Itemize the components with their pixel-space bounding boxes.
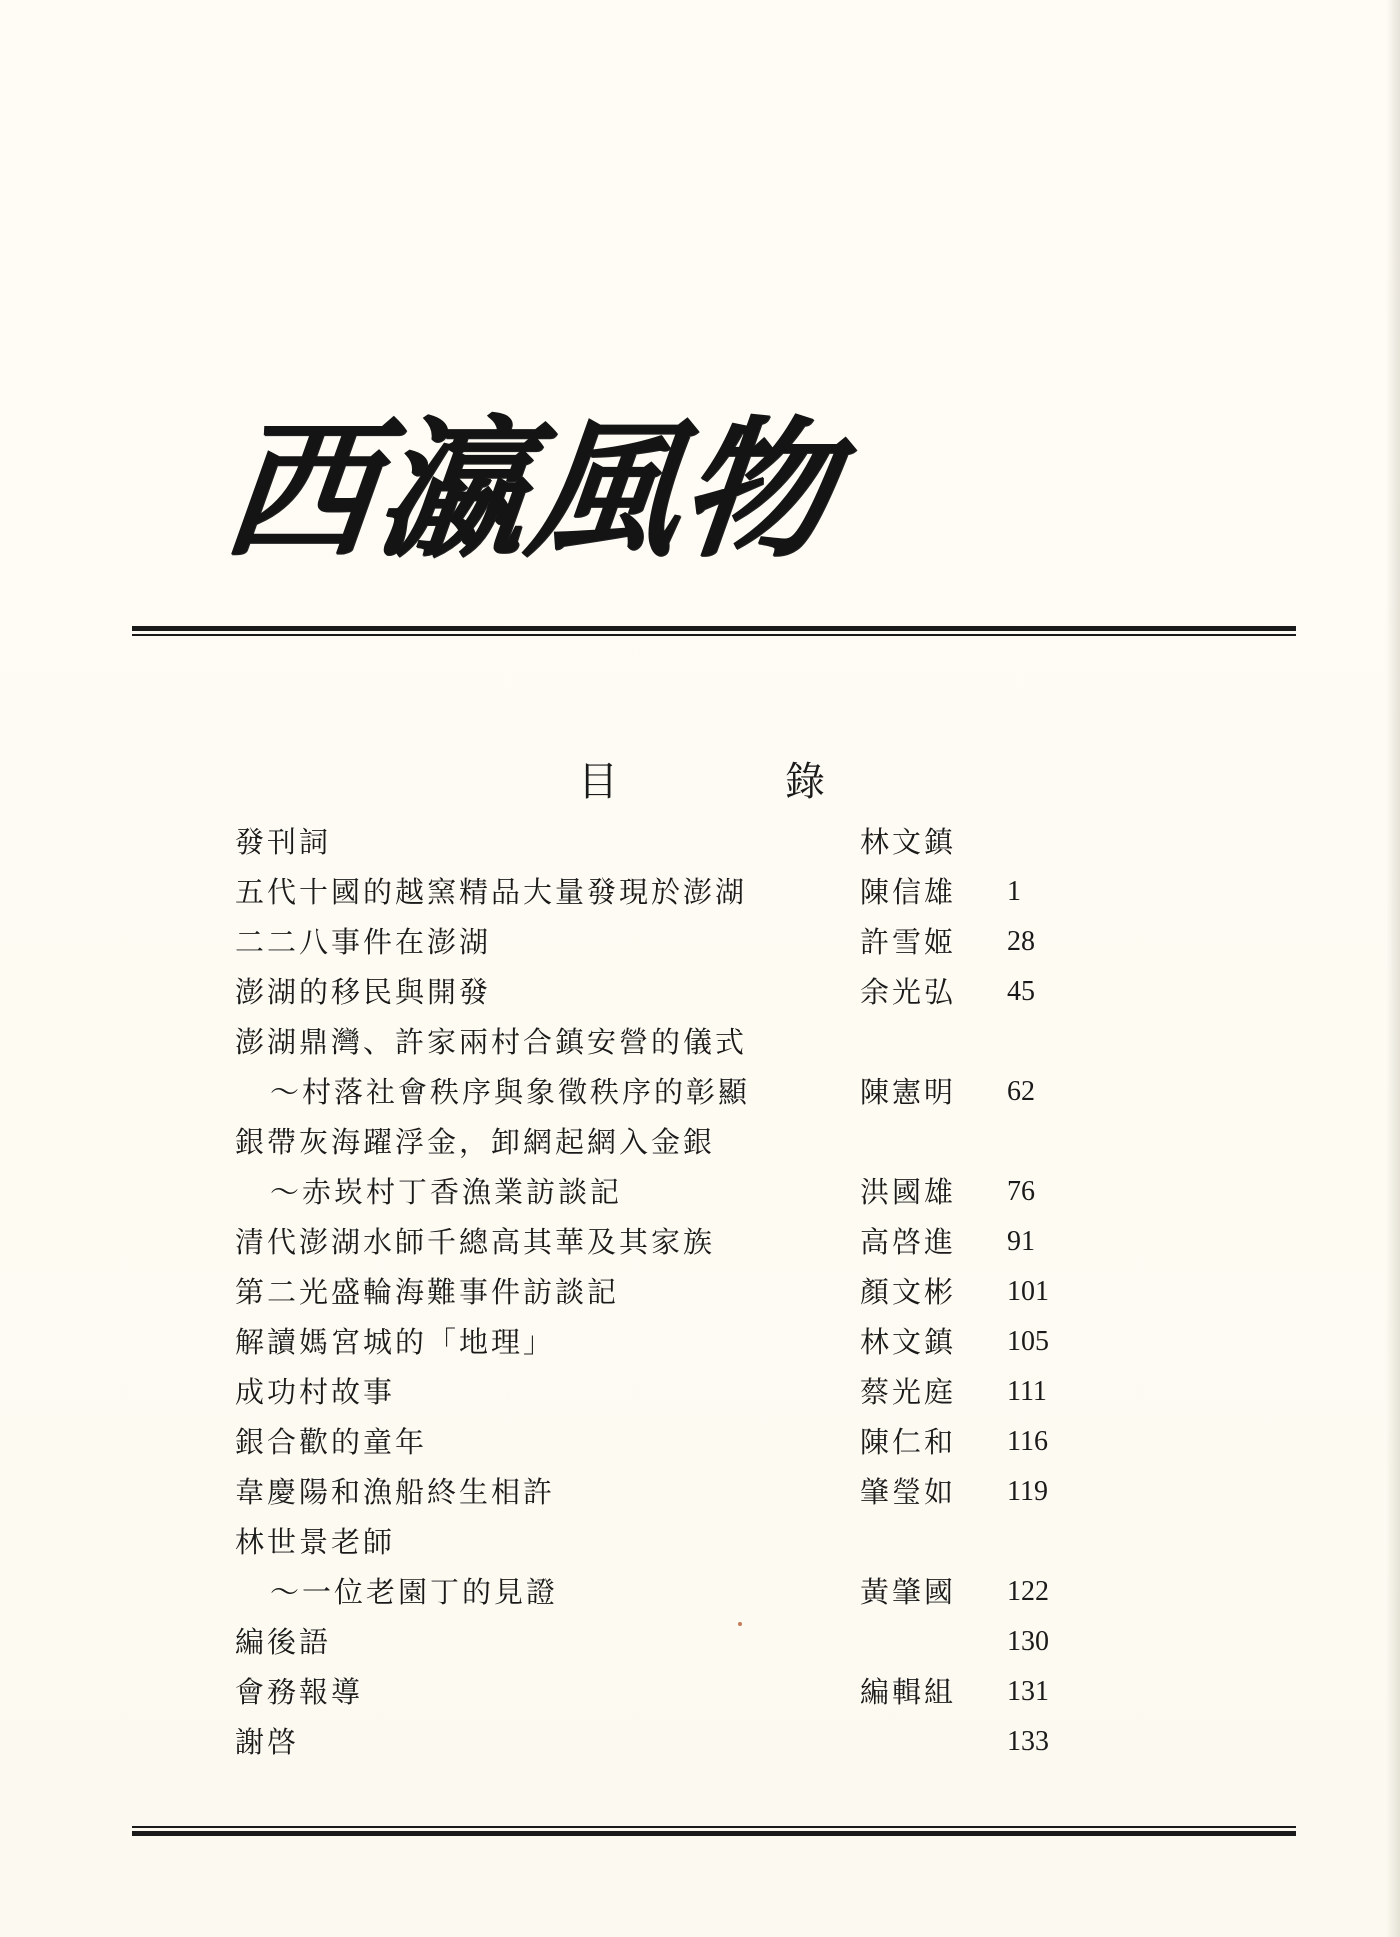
bottom-double-rule	[132, 1826, 1296, 1836]
toc-entry-author: 洪國雄	[860, 1175, 957, 1209]
toc-entry-title: 第二光盛輪海難事件訪談記	[235, 1275, 620, 1309]
toc-entry-title: 五代十國的越窯精品大量發現於澎湖	[235, 875, 748, 909]
toc-heading-char: 目	[578, 759, 618, 805]
toc-entry-page-number: 133	[1007, 1726, 1049, 1757]
toc-heading-char: 錄	[785, 759, 825, 805]
toc-entry-page-number: 62	[1007, 1076, 1035, 1107]
page-edge-shadow	[1386, 0, 1400, 1937]
toc-entry-author: 許雪姬	[860, 925, 957, 959]
toc-entry-page-number: 130	[1007, 1626, 1049, 1657]
toc-entry-author: 林文鎮	[860, 825, 957, 859]
toc-entry-page-number: 105	[1007, 1326, 1049, 1357]
toc-entry-row	[0, 817, 1400, 867]
paper-speck	[738, 1622, 742, 1626]
toc-entry-page-number: 28	[1007, 926, 1035, 957]
toc-entry-subtitle-row	[0, 1167, 1400, 1217]
toc-entry-author: 黃肇國	[860, 1575, 957, 1609]
toc-entry-title: 銀合歡的童年	[235, 1425, 428, 1459]
table-of-contents	[0, 817, 1400, 1767]
toc-entry-row	[0, 1367, 1400, 1417]
toc-entry-author: 余光弘	[860, 975, 957, 1009]
toc-entry-title: 林世景老師	[235, 1525, 396, 1559]
toc-entry-author: 編輯組	[860, 1675, 957, 1709]
toc-entry-page-number: 1	[1007, 876, 1021, 907]
toc-entry-author: 蔡光庭	[860, 1375, 957, 1409]
toc-entry-page-number: 122	[1007, 1576, 1049, 1607]
toc-entry-page-number: 76	[1007, 1176, 1035, 1207]
toc-entry-subtitle-row	[0, 1567, 1400, 1617]
toc-entry-title: 謝啓	[235, 1725, 300, 1759]
toc-entry-row	[0, 1217, 1400, 1267]
toc-entry-title: 成功村故事	[235, 1375, 396, 1409]
toc-entry-title: 編後語	[235, 1625, 332, 1659]
toc-entry-page-number: 101	[1007, 1276, 1049, 1307]
toc-entry-page-number: 45	[1007, 976, 1035, 1007]
toc-entry-title: 會務報導	[235, 1675, 364, 1709]
toc-entry-title: 發刊詞	[235, 825, 332, 859]
toc-entry-page-number: 116	[1007, 1426, 1048, 1457]
toc-entry-title: 澎湖鼎灣、許家兩村合鎮安營的儀式	[235, 1025, 748, 1059]
toc-entry-page-number: 119	[1007, 1476, 1048, 1507]
toc-entry-row	[0, 1117, 1400, 1167]
toc-entry-row	[0, 1017, 1400, 1067]
toc-entry-page-number: 131	[1007, 1676, 1049, 1707]
toc-entry-page-number: 91	[1007, 1226, 1035, 1257]
toc-entry-title: 澎湖的移民與開發	[235, 975, 492, 1009]
rule-thick-line	[132, 1831, 1296, 1836]
toc-entry-title: 二二八事件在澎湖	[235, 925, 492, 959]
toc-entry-row	[0, 1267, 1400, 1317]
toc-entry-row	[0, 1317, 1400, 1367]
toc-entry-subtitle: ～一位老園丁的見證	[270, 1575, 559, 1609]
masthead-calligraphy-title	[215, 400, 845, 580]
toc-entry-row	[0, 967, 1400, 1017]
toc-entry-title: 韋慶陽和漁船終生相許	[235, 1475, 556, 1509]
toc-entry-row	[0, 1667, 1400, 1717]
toc-entry-author: 陳憲明	[860, 1075, 957, 1109]
toc-entry-subtitle: ～村落社會秩序與象徵秩序的彰顯	[270, 1075, 751, 1109]
masthead-char: 物	[671, 402, 837, 578]
masthead-char: 瀛	[367, 402, 533, 578]
masthead-char: 風	[519, 402, 685, 578]
toc-entry-title: 解讀媽宮城的「地理」	[235, 1325, 556, 1359]
toc-entry-page-number: 111	[1007, 1376, 1047, 1407]
toc-entry-author: 陳仁和	[860, 1425, 957, 1459]
toc-entry-author: 林文鎮	[860, 1325, 957, 1359]
toc-entry-title: 銀帶灰海躍浮金，卸網起網入金銀	[235, 1125, 716, 1159]
toc-heading	[0, 757, 1400, 807]
toc-entry-row	[0, 1517, 1400, 1567]
toc-entry-author: 陳信雄	[860, 875, 957, 909]
toc-entry-author: 顏文彬	[860, 1275, 957, 1309]
rule-thin-line	[132, 634, 1296, 636]
toc-entry-title: 清代澎湖水師千總高其華及其家族	[235, 1225, 716, 1259]
top-double-rule	[132, 626, 1296, 636]
toc-entry-author: 肇瑩如	[860, 1475, 957, 1509]
masthead-char: 西	[215, 402, 381, 578]
toc-entry-row	[0, 1617, 1400, 1667]
toc-entry-row	[0, 1417, 1400, 1467]
toc-entry-subtitle-row	[0, 1067, 1400, 1117]
toc-entry-row	[0, 1467, 1400, 1517]
toc-entry-subtitle: ～赤崁村丁香漁業訪談記	[270, 1175, 623, 1209]
toc-entry-row	[0, 1717, 1400, 1767]
toc-entry-row	[0, 867, 1400, 917]
toc-entry-author: 高啓進	[860, 1225, 957, 1259]
toc-entry-row	[0, 917, 1400, 967]
